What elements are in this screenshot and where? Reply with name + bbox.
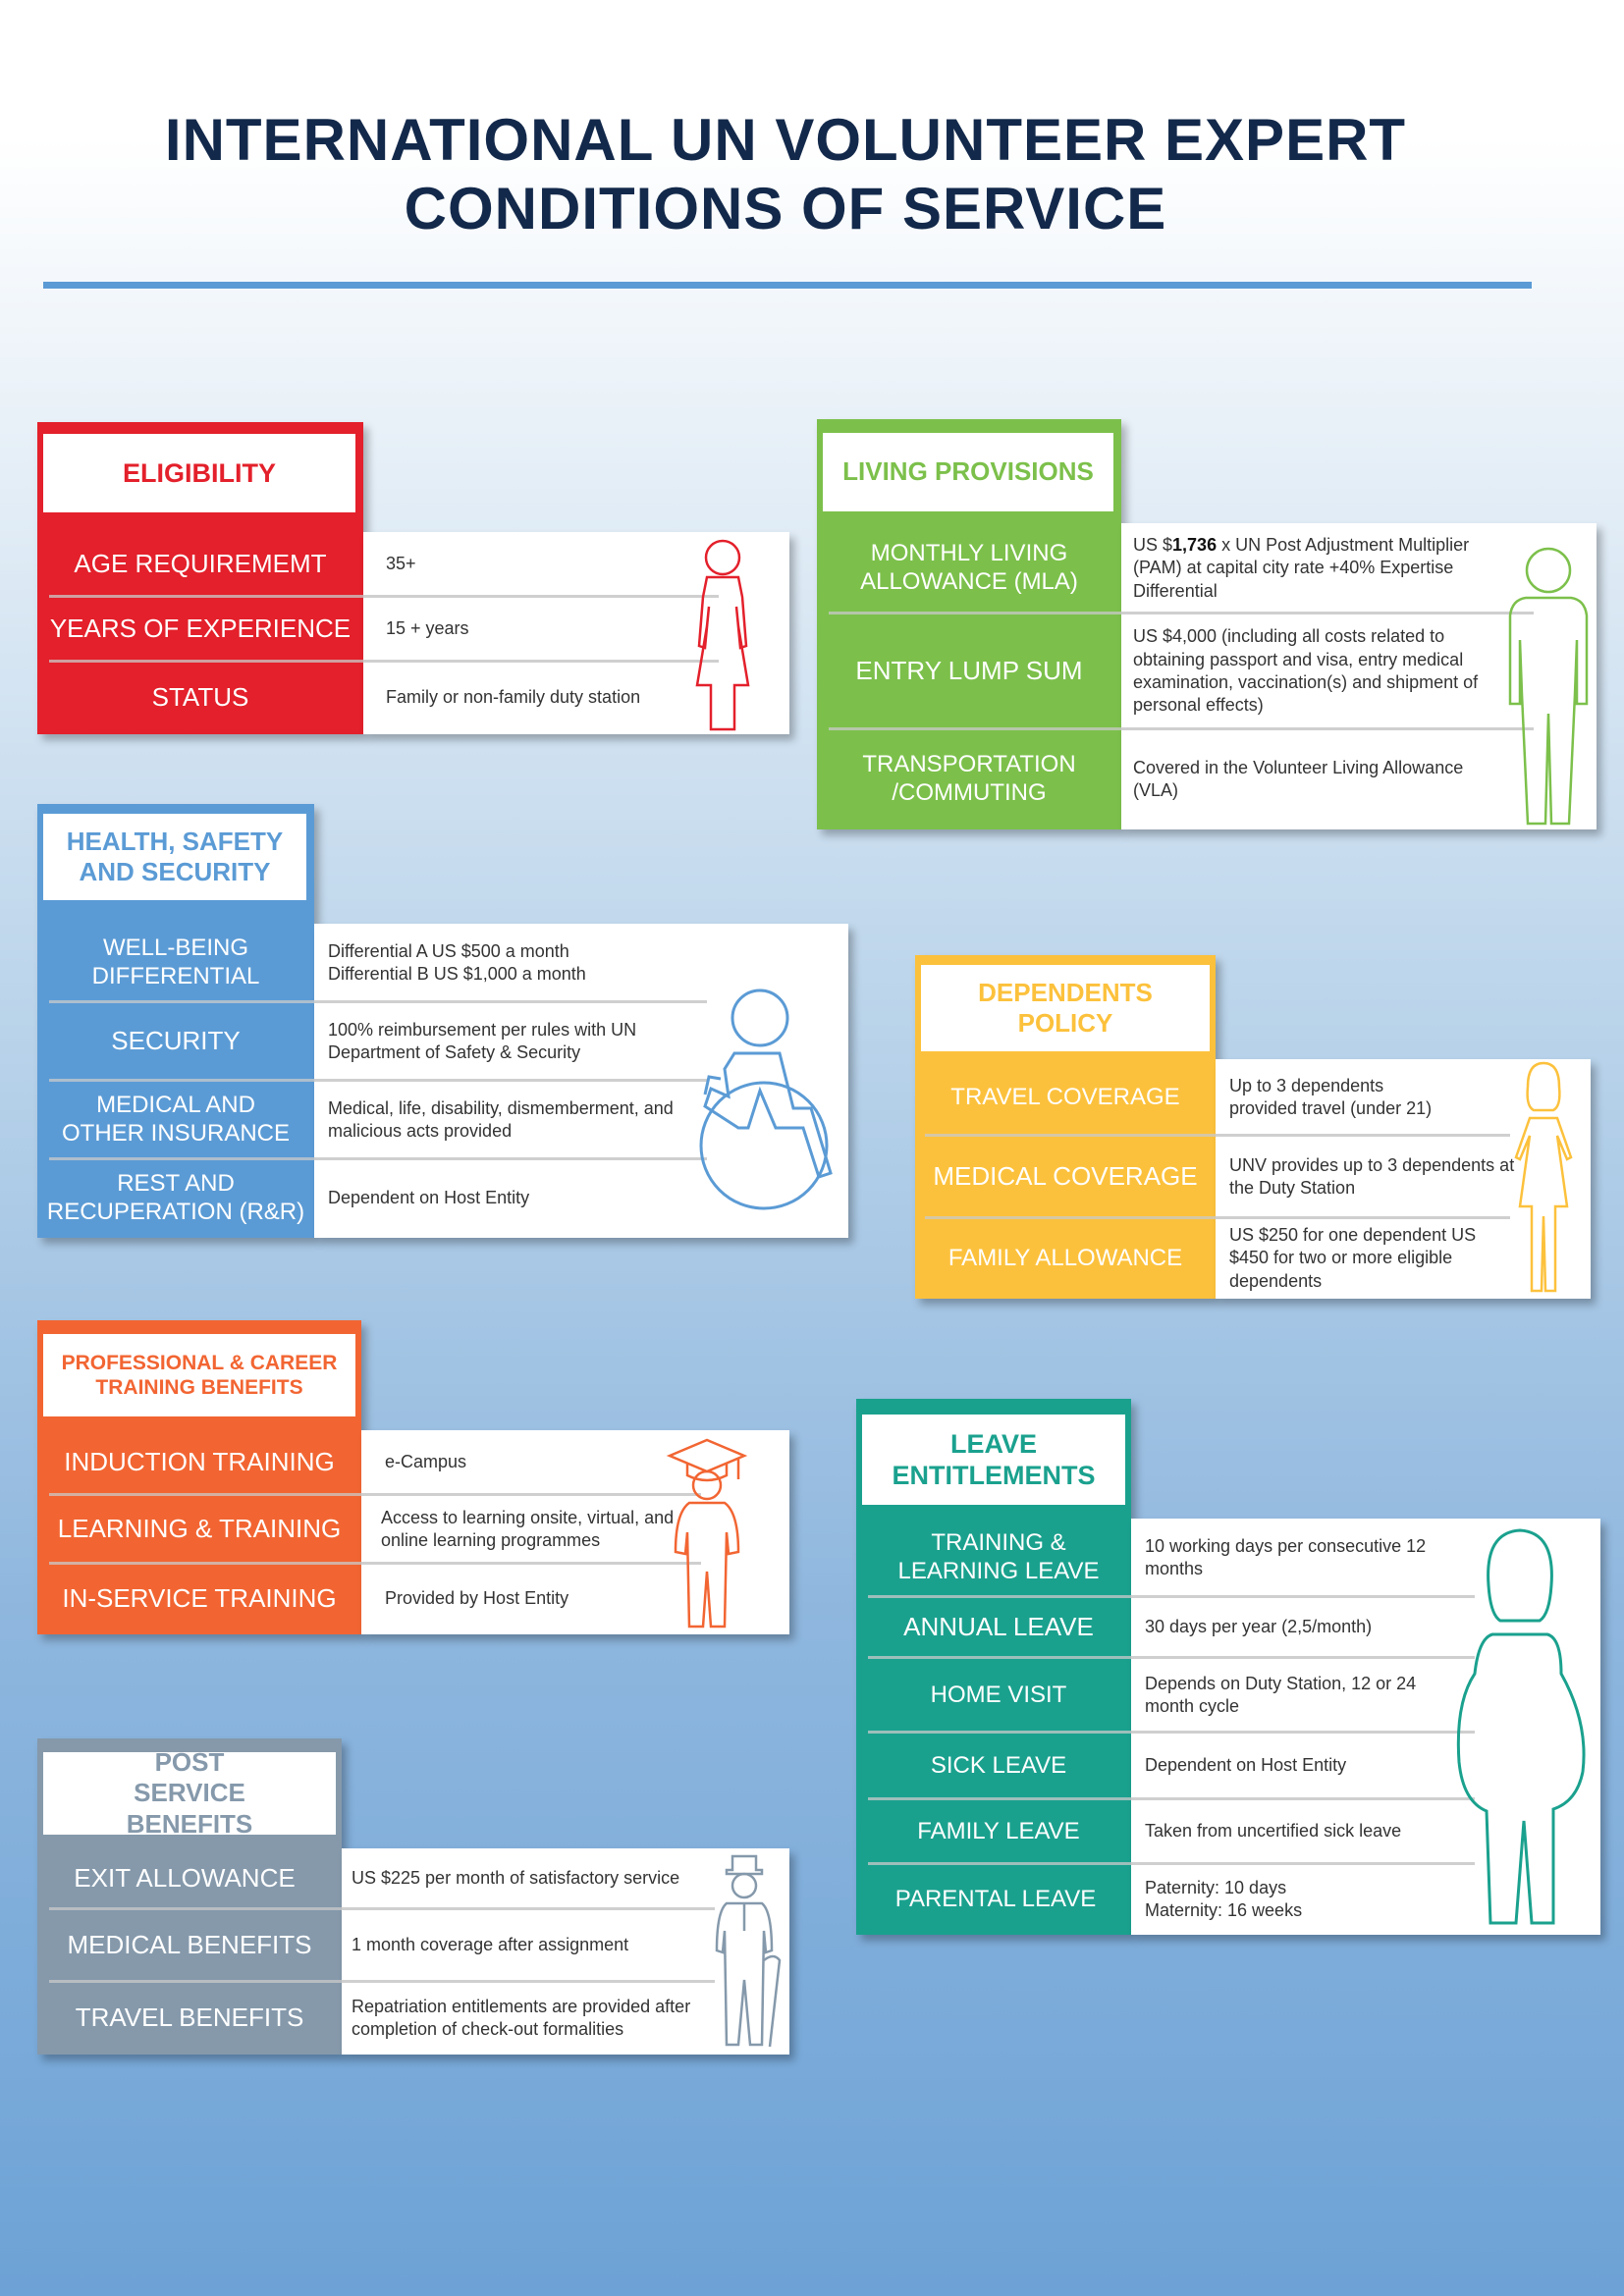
leave-divider <box>868 1731 1131 1734</box>
wheelchair-icon <box>666 981 848 1216</box>
eligibility-heading: ELIGIBILITY <box>43 434 355 512</box>
training-value-induction: e-Campus <box>385 1452 467 1472</box>
leave-label-sick: SICK LEAVE <box>930 1751 1067 1779</box>
person-icon <box>1504 547 1593 828</box>
training-divider <box>49 1562 361 1565</box>
dependents-divider <box>925 1134 1216 1137</box>
girl-icon <box>1506 1059 1581 1295</box>
living-divider <box>829 727 1121 730</box>
health-safety-heading: HEALTH, SAFETY AND SECURITY <box>43 814 306 900</box>
leave-divider <box>868 1656 1131 1659</box>
page-title-line-1: INTERNATIONAL UN VOLUNTEER EXPERT <box>164 107 1407 173</box>
health-value-insurance: Medical, life, disability, dismemberment, and malicious acts provided <box>328 1097 674 1141</box>
page-title <box>0 106 1571 243</box>
training-divider <box>49 1493 361 1496</box>
post-divider <box>49 1907 342 1910</box>
health-value-security: 100% reimbursement per rules with UN Department of Safety & Security <box>328 1019 637 1062</box>
eligibility-divider <box>49 660 363 663</box>
post-value-medical: 1 month coverage after assignment <box>352 1935 629 1955</box>
living-value-mla-amount: 1,736 <box>1172 534 1218 555</box>
eligibility-value-experience: 15 + years <box>386 618 469 639</box>
dependents-label-travel: TRAVEL COVERAGE <box>950 1083 1180 1110</box>
health-label-wellbeing: WELL-BEING DIFFERENTIAL <box>91 934 260 989</box>
leave-value-sick: Dependent on Host Entity <box>1145 1755 1347 1776</box>
health-divider <box>49 1157 314 1160</box>
living-value-mla-rest: x UN Post Adjustment Multiplier (PAM) at capital city rate +40% Expertise Differential <box>1133 534 1470 601</box>
eligibility-value-age: 35+ <box>386 554 416 574</box>
living-divider <box>829 612 1121 614</box>
dependents-label-family: FAMILY ALLOWANCE <box>947 1244 1183 1271</box>
living-value-transport: Covered in the Volunteer Living Allowance (VLA) <box>1133 757 1464 800</box>
health-label-security: SECURITY <box>111 1026 241 1056</box>
training-value-inservice: Provided by Host Entity <box>385 1588 569 1609</box>
health-label-insurance: MEDICAL AND OTHER INSURANCE <box>61 1092 291 1147</box>
health-value-rr: Dependent on Host Entity <box>328 1188 530 1208</box>
dependents-heading: DEPENDENTS POLICY <box>921 965 1210 1051</box>
living-value-mla-text <box>1133 534 1487 603</box>
dependents-value-family: US $250 for one dependent US $450 for two or more eligible dependents <box>1229 1224 1477 1291</box>
eligibility-label-status: STATUS <box>151 682 249 713</box>
living-label-mla: MONTHLY LIVING ALLOWANCE (MLA) <box>860 540 1078 595</box>
pregnant-woman-icon <box>1445 1526 1593 1929</box>
leave-value-training: 10 working days per consecutive 12 months <box>1145 1535 1427 1578</box>
post-value-exit: US $225 per month of satisfactory service <box>352 1868 680 1889</box>
living-label-entry: ENTRY LUMP SUM <box>855 656 1083 686</box>
post-label-exit: EXIT ALLOWANCE <box>74 1863 296 1894</box>
training-label-learning: LEARNING & TRAINING <box>57 1514 342 1544</box>
training-value-learning: Access to learning onsite, virtual, and online learning programmes <box>381 1507 675 1550</box>
leave-heading: LEAVE ENTITLEMENTS <box>862 1415 1125 1505</box>
leave-divider <box>868 1595 1131 1598</box>
training-label-inservice: IN-SERVICE TRAINING <box>62 1583 337 1614</box>
leave-value-home: Depends on Duty Station, 12 or 24 month cycle <box>1145 1673 1417 1716</box>
graduate-icon <box>666 1434 748 1630</box>
eligibility-divider <box>49 595 363 598</box>
living-value-entry: US $4,000 (including all costs related to obtaining passport and visa, entry medical examination, vaccination(s) and shipment of personal effects) <box>1133 626 1479 716</box>
woman-icon <box>674 538 772 734</box>
leave-value-annual: 30 days per year (2,5/month) <box>1145 1617 1373 1637</box>
health-value-wellbeing: Differential A US $500 a month Differential B US $1,000 a month <box>328 940 586 984</box>
leave-label-parental: PARENTAL LEAVE <box>894 1885 1097 1912</box>
eligibility-label-experience: YEARS OF EXPERIENCE <box>49 614 352 644</box>
training-label-induction: INDUCTION TRAINING <box>64 1447 335 1477</box>
leave-divider <box>868 1797 1131 1800</box>
elderly-man-icon <box>705 1852 787 2049</box>
training-heading: PROFESSIONAL & CAREER TRAINING BENEFITS <box>43 1334 355 1416</box>
living-value-mla-prefix: US $ <box>1133 534 1173 555</box>
leave-divider <box>868 1862 1131 1865</box>
dependents-value-medical: UNV provides up to 3 dependents at the Duty Station <box>1229 1154 1515 1198</box>
health-label-rr: REST AND RECUPERATION (R&R) <box>46 1170 305 1225</box>
dependents-divider <box>925 1216 1216 1219</box>
eligibility-label-age: AGE REQUIREMEMT <box>74 549 327 579</box>
post-value-travel: Repatriation entitlements are provided after completion of check-out formalities <box>352 1996 691 2039</box>
dependents-value-travel: Up to 3 dependents provided travel (under 21) <box>1229 1075 1433 1118</box>
living-label-transport: TRANSPORTATION /COMMUTING <box>862 751 1076 806</box>
health-divider <box>49 1079 314 1082</box>
page-title-line-2: CONDITIONS OF SERVICE <box>404 176 1167 241</box>
leave-label-training: TRAINING & LEARNING LEAVE <box>897 1529 1100 1584</box>
leave-label-family: FAMILY LEAVE <box>917 1817 1080 1844</box>
title-divider <box>43 282 1532 289</box>
post-service-heading: POST SERVICE BENEFITS <box>43 1752 336 1835</box>
leave-value-parental: Paternity: 10 days Maternity: 16 weeks <box>1145 1877 1303 1920</box>
living-value-mla <box>1133 523 1487 614</box>
living-provisions-heading: LIVING PROVISIONS <box>823 433 1113 511</box>
eligibility-value-status: Family or non-family duty station <box>386 687 641 708</box>
post-label-travel: TRAVEL BENEFITS <box>75 2002 304 2033</box>
dependents-label-medical: MEDICAL COVERAGE <box>933 1161 1198 1192</box>
leave-label-annual: ANNUAL LEAVE <box>903 1612 1094 1642</box>
post-label-medical: MEDICAL BENEFITS <box>67 1930 312 1960</box>
post-divider <box>49 1980 342 1983</box>
leave-label-home: HOME VISIT <box>930 1681 1067 1708</box>
leave-value-family: Taken from uncertified sick leave <box>1145 1821 1402 1842</box>
health-divider <box>49 1000 314 1003</box>
